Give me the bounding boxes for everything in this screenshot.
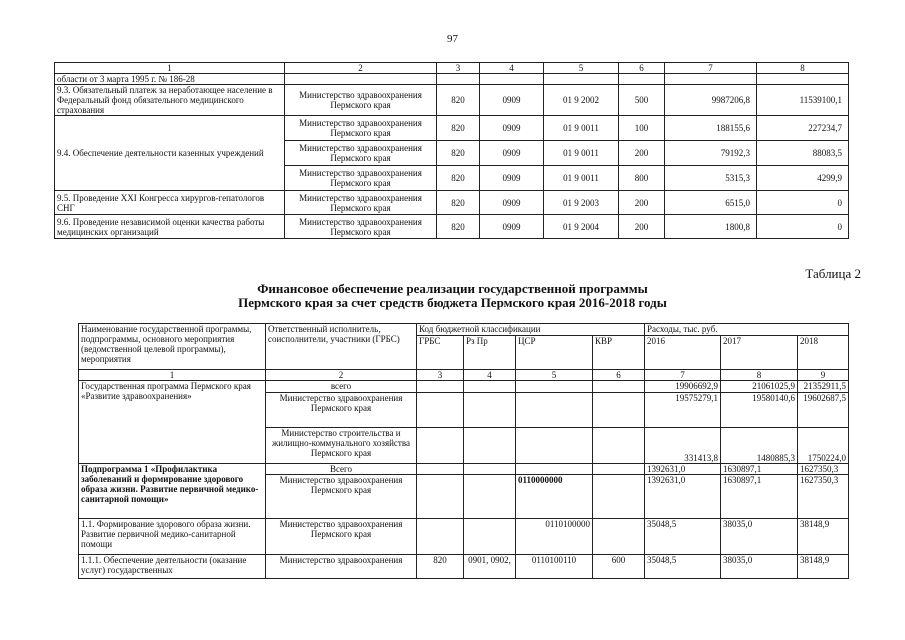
column-number: 8	[721, 370, 798, 381]
grbs: 820	[437, 191, 480, 215]
header-2017: 2017	[721, 336, 798, 370]
value-2017: 38035,0	[721, 555, 798, 579]
executor: Всего	[266, 464, 417, 475]
rzpr: 0909	[480, 191, 544, 215]
column-number: 9	[798, 370, 849, 381]
value-2018: 38148,9	[798, 555, 849, 579]
executor: Министерство здравоохранения Пермского края	[285, 215, 437, 239]
grbs: 820	[437, 116, 480, 141]
csr: 01 9 0011	[544, 141, 619, 166]
executor: Министерство здравоохранения Пермского края	[285, 85, 437, 116]
rzpr: 0909	[480, 85, 544, 116]
value-2016: 35048,5	[645, 519, 721, 555]
subprogram-name: Подпрограмма 1 «Профилактика заболеваний и формирование здорового образа жизни. Развитие первичной медико-санитарной помощи»	[79, 464, 266, 519]
value-2017: 6515,0	[665, 191, 757, 215]
csr: 0110100110	[516, 555, 593, 579]
column-number: 7	[645, 370, 721, 381]
header-cell: 1	[55, 63, 285, 74]
grbs: 820	[417, 555, 464, 579]
csr: 01 9 2003	[544, 191, 619, 215]
executor: Министерство здравоохранения Пермского края	[285, 141, 437, 166]
value-2017: 1480885,3	[721, 428, 798, 464]
csr: 01 9 0011	[544, 166, 619, 191]
item-name: 9.3. Обязательный платеж за неработающее население в Федеральный фонд обязательного медицинского страхования	[55, 85, 285, 116]
value-2018: 21352911,5	[798, 381, 849, 393]
table-row	[79, 519, 849, 555]
grbs: 820	[437, 166, 480, 191]
value-2018: 88083,5	[757, 141, 849, 166]
header-csr: ЦСР	[516, 336, 593, 370]
item-name: 9.4. Обеспечение деятельности казенных учреждений	[55, 116, 285, 191]
grbs: 820	[437, 85, 480, 116]
value-2018: 11539100,1	[757, 85, 849, 116]
value-2018: 19602687,5	[798, 393, 849, 428]
item-name: 1.1.1. Обеспечение деятельности (оказание услуг) государственных	[79, 555, 266, 579]
value-2017: 38035,0	[721, 519, 798, 555]
value-2017: 1630897,1	[721, 475, 798, 519]
kvr: 600	[593, 555, 645, 579]
table-row	[79, 381, 849, 393]
table-header-row	[79, 324, 849, 336]
expenses-table-continued	[54, 62, 849, 239]
executor: Министерство строительства и жилищно-коммунального хозяйства Пермского края	[266, 428, 417, 464]
table-label: Таблица 2	[805, 266, 861, 281]
rzpr: 0909	[480, 141, 544, 166]
value-2018: 1627350,3	[798, 475, 849, 519]
header-executor: Ответственный исполнитель, соисполнители, участники (ГРБС)	[266, 324, 417, 370]
table-row	[55, 74, 849, 85]
header-cell: 2	[285, 63, 437, 74]
csr: 01 9 2002	[544, 85, 619, 116]
item-name: 9.6. Проведение независимой оценки качества работы медицинских организаций	[55, 215, 285, 239]
column-number: 1	[79, 370, 266, 381]
header-cell: 6	[619, 63, 665, 74]
rzpr: 0901, 0902,	[464, 555, 516, 579]
financing-table	[78, 323, 849, 579]
table-row	[55, 85, 849, 116]
header-cell: 8	[757, 63, 849, 74]
header-kvr: КВР	[593, 336, 645, 370]
value-2018: 4299,9	[757, 166, 849, 191]
column-number: 6	[593, 370, 645, 381]
value-2016: 331413,8	[645, 428, 721, 464]
value-2018: 0	[757, 191, 849, 215]
value-2016: 1392631,0	[645, 464, 721, 475]
value-2017: 79192,3	[665, 141, 757, 166]
value-2017: 19580140,6	[721, 393, 798, 428]
kvr: 800	[619, 166, 665, 191]
grbs: 820	[437, 141, 480, 166]
continuation-text: области от 3 марта 1995 г. № 186-28	[55, 74, 285, 85]
value-2018: 1627350,3	[798, 464, 849, 475]
value-2017: 9987206,8	[665, 85, 757, 116]
item-name: 9.5. Проведение XXI Конгресса хирургов-гепатологов СНГ	[55, 191, 285, 215]
header-name: Наименование государственной программы, подпрограммы, основного мероприятия (ведомственной целевой программы), мероприятия	[79, 324, 266, 370]
value-2018: 38148,9	[798, 519, 849, 555]
csr: 01 9 0011	[544, 116, 619, 141]
executor: Министерство здравоохранения Пермского края	[285, 191, 437, 215]
item-name: 1.1. Формирование здорового образа жизни. Развитие первичной медико-санитарной помощи	[79, 519, 266, 555]
column-number: 3	[417, 370, 464, 381]
table-row	[55, 215, 849, 239]
document-title-line-1: Финансовое обеспечение реализации государственной программы	[257, 281, 648, 296]
value-2017: 21061025,9	[721, 381, 798, 393]
value-2018: 0	[757, 215, 849, 239]
kvr: 200	[619, 191, 665, 215]
executor: Министерство здравоохранения Пермского края	[285, 166, 437, 191]
csr: 0110100000	[516, 519, 593, 555]
header-cell: 3	[437, 63, 480, 74]
table-header-row	[55, 63, 849, 74]
table-row	[79, 464, 849, 475]
executor: Министерство здравоохранения Пермского края	[266, 519, 417, 555]
value-2017: 1630897,1	[721, 464, 798, 475]
grbs: 820	[437, 215, 480, 239]
value-2016: 19575279,1	[645, 393, 721, 428]
csr: 0110000000	[516, 475, 593, 519]
column-number: 4	[464, 370, 516, 381]
header-cell: 7	[665, 63, 757, 74]
rzpr: 0909	[480, 166, 544, 191]
kvr: 200	[619, 215, 665, 239]
header-cell: 4	[480, 63, 544, 74]
executor: Министерство здравоохранения	[266, 555, 417, 579]
executor: всего	[266, 381, 417, 393]
value-2017: 188155,6	[665, 116, 757, 141]
header-grbs: ГРБС	[417, 336, 464, 370]
document-title-line-2: Пермского края за счет средств бюджета Пермского края 2016-2018 годы	[238, 295, 667, 310]
value-2018: 227234,7	[757, 116, 849, 141]
page-number: 97	[447, 33, 458, 45]
value-2017: 5315,3	[665, 166, 757, 191]
table-row	[79, 555, 849, 579]
rzpr: 0909	[480, 215, 544, 239]
header-expenses: Расходы, тыс. руб.	[645, 324, 849, 336]
value-2016: 35048,5	[645, 555, 721, 579]
program-name: Государственная программа Пермского края «Развитие здравоохранения»	[79, 381, 266, 464]
value-2017: 1800,8	[665, 215, 757, 239]
rzpr: 0909	[480, 116, 544, 141]
value-2016: 1392631,0	[645, 475, 721, 519]
table-row	[55, 191, 849, 215]
header-2018: 2018	[798, 336, 849, 370]
header-rzpr: Рз Пр	[464, 336, 516, 370]
column-number: 2	[266, 370, 417, 381]
value-2018: 1750224,0	[798, 428, 849, 464]
executor: Министерство здравоохранения Пермского края	[266, 475, 417, 519]
kvr: 100	[619, 116, 665, 141]
executor: Министерство здравоохранения Пермского края	[285, 116, 437, 141]
kvr: 500	[619, 85, 665, 116]
column-number: 5	[516, 370, 593, 381]
executor: Министерство здравоохранения Пермского края	[266, 393, 417, 428]
table-row	[55, 116, 849, 141]
value-2016: 19906692,9	[645, 381, 721, 393]
header-cell: 5	[544, 63, 619, 74]
header-2016: 2016	[645, 336, 721, 370]
csr: 01 9 2004	[544, 215, 619, 239]
column-numbers-row	[79, 370, 849, 381]
kvr: 200	[619, 141, 665, 166]
header-budget-code: Код бюджетной классификации	[417, 324, 645, 336]
